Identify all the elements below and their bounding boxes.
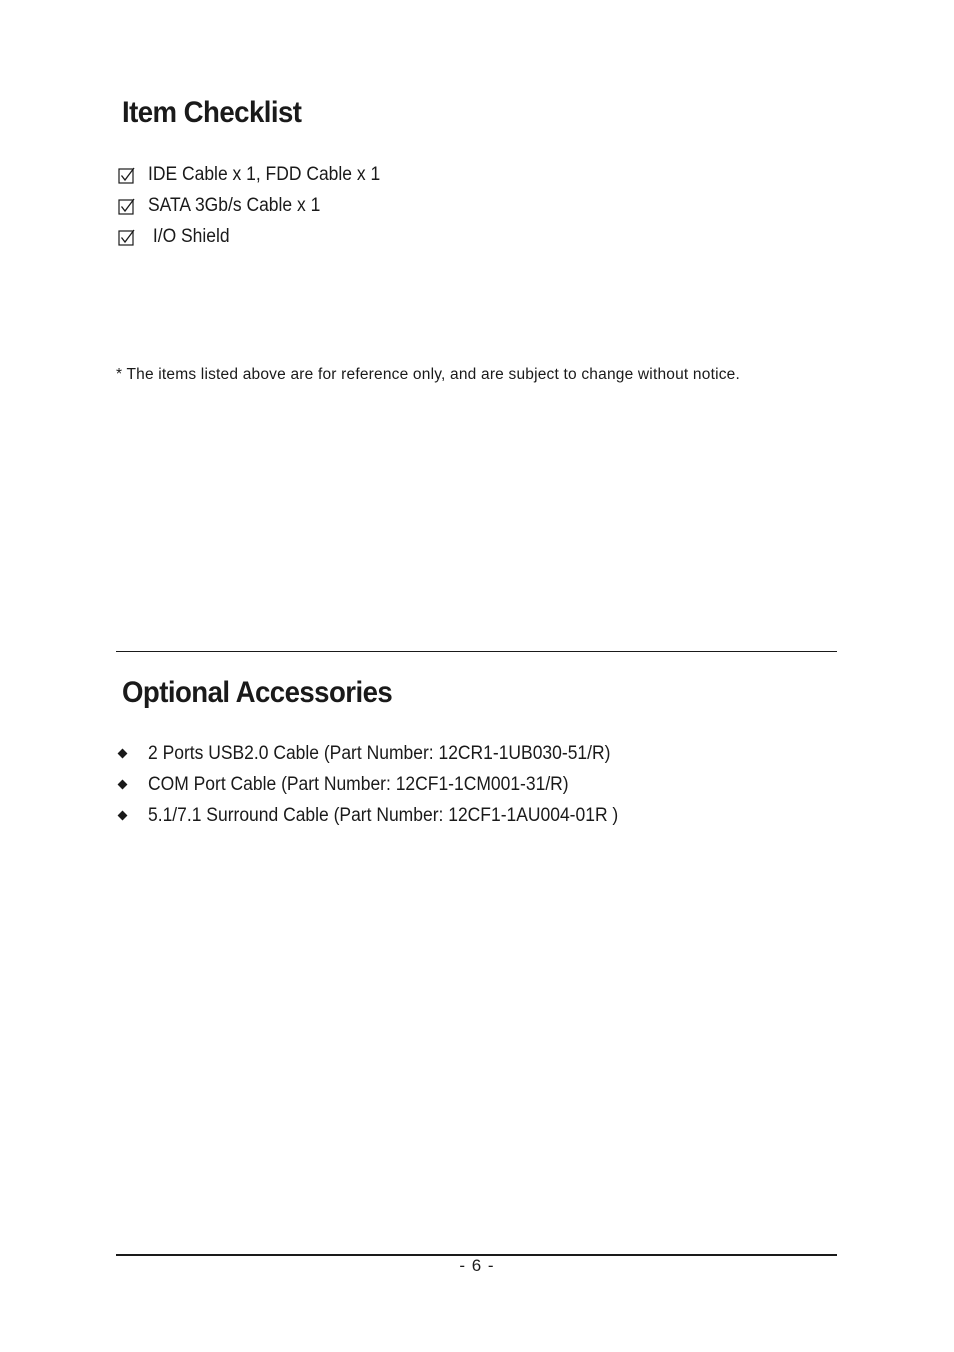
page-number: - 6 - — [459, 1256, 495, 1275]
checked-box-icon — [118, 167, 135, 184]
optional-accessories-title: Optional Accessories — [122, 676, 393, 709]
list-item-label: COM Port Cable (Part Number: 12CF1-1CM001-31/R) — [148, 774, 569, 795]
diamond-bullet-icon — [118, 749, 128, 759]
list-item-label: 5.1/7.1 Surround Cable (Part Number: 12CF1-1AU004-01R ) — [148, 805, 619, 826]
checked-box-icon — [118, 198, 135, 215]
checked-box-icon — [118, 229, 135, 246]
section-divider — [116, 651, 837, 652]
diamond-bullet-icon — [118, 780, 128, 790]
list-item-label: SATA 3Gb/s Cable x 1 — [148, 195, 321, 216]
diamond-bullet-icon — [118, 811, 128, 821]
list-item-label: 2 Ports USB2.0 Cable (Part Number: 12CR1-1UB030-51/R) — [148, 743, 611, 764]
list-item-label: I/O Shield — [148, 226, 230, 247]
list-item-label: IDE Cable x 1, FDD Cable x 1 — [148, 164, 381, 185]
disclaimer-note: * The items listed above are for reference only, and are subject to change without notice. — [116, 366, 740, 383]
item-checklist-title: Item Checklist — [122, 96, 302, 129]
